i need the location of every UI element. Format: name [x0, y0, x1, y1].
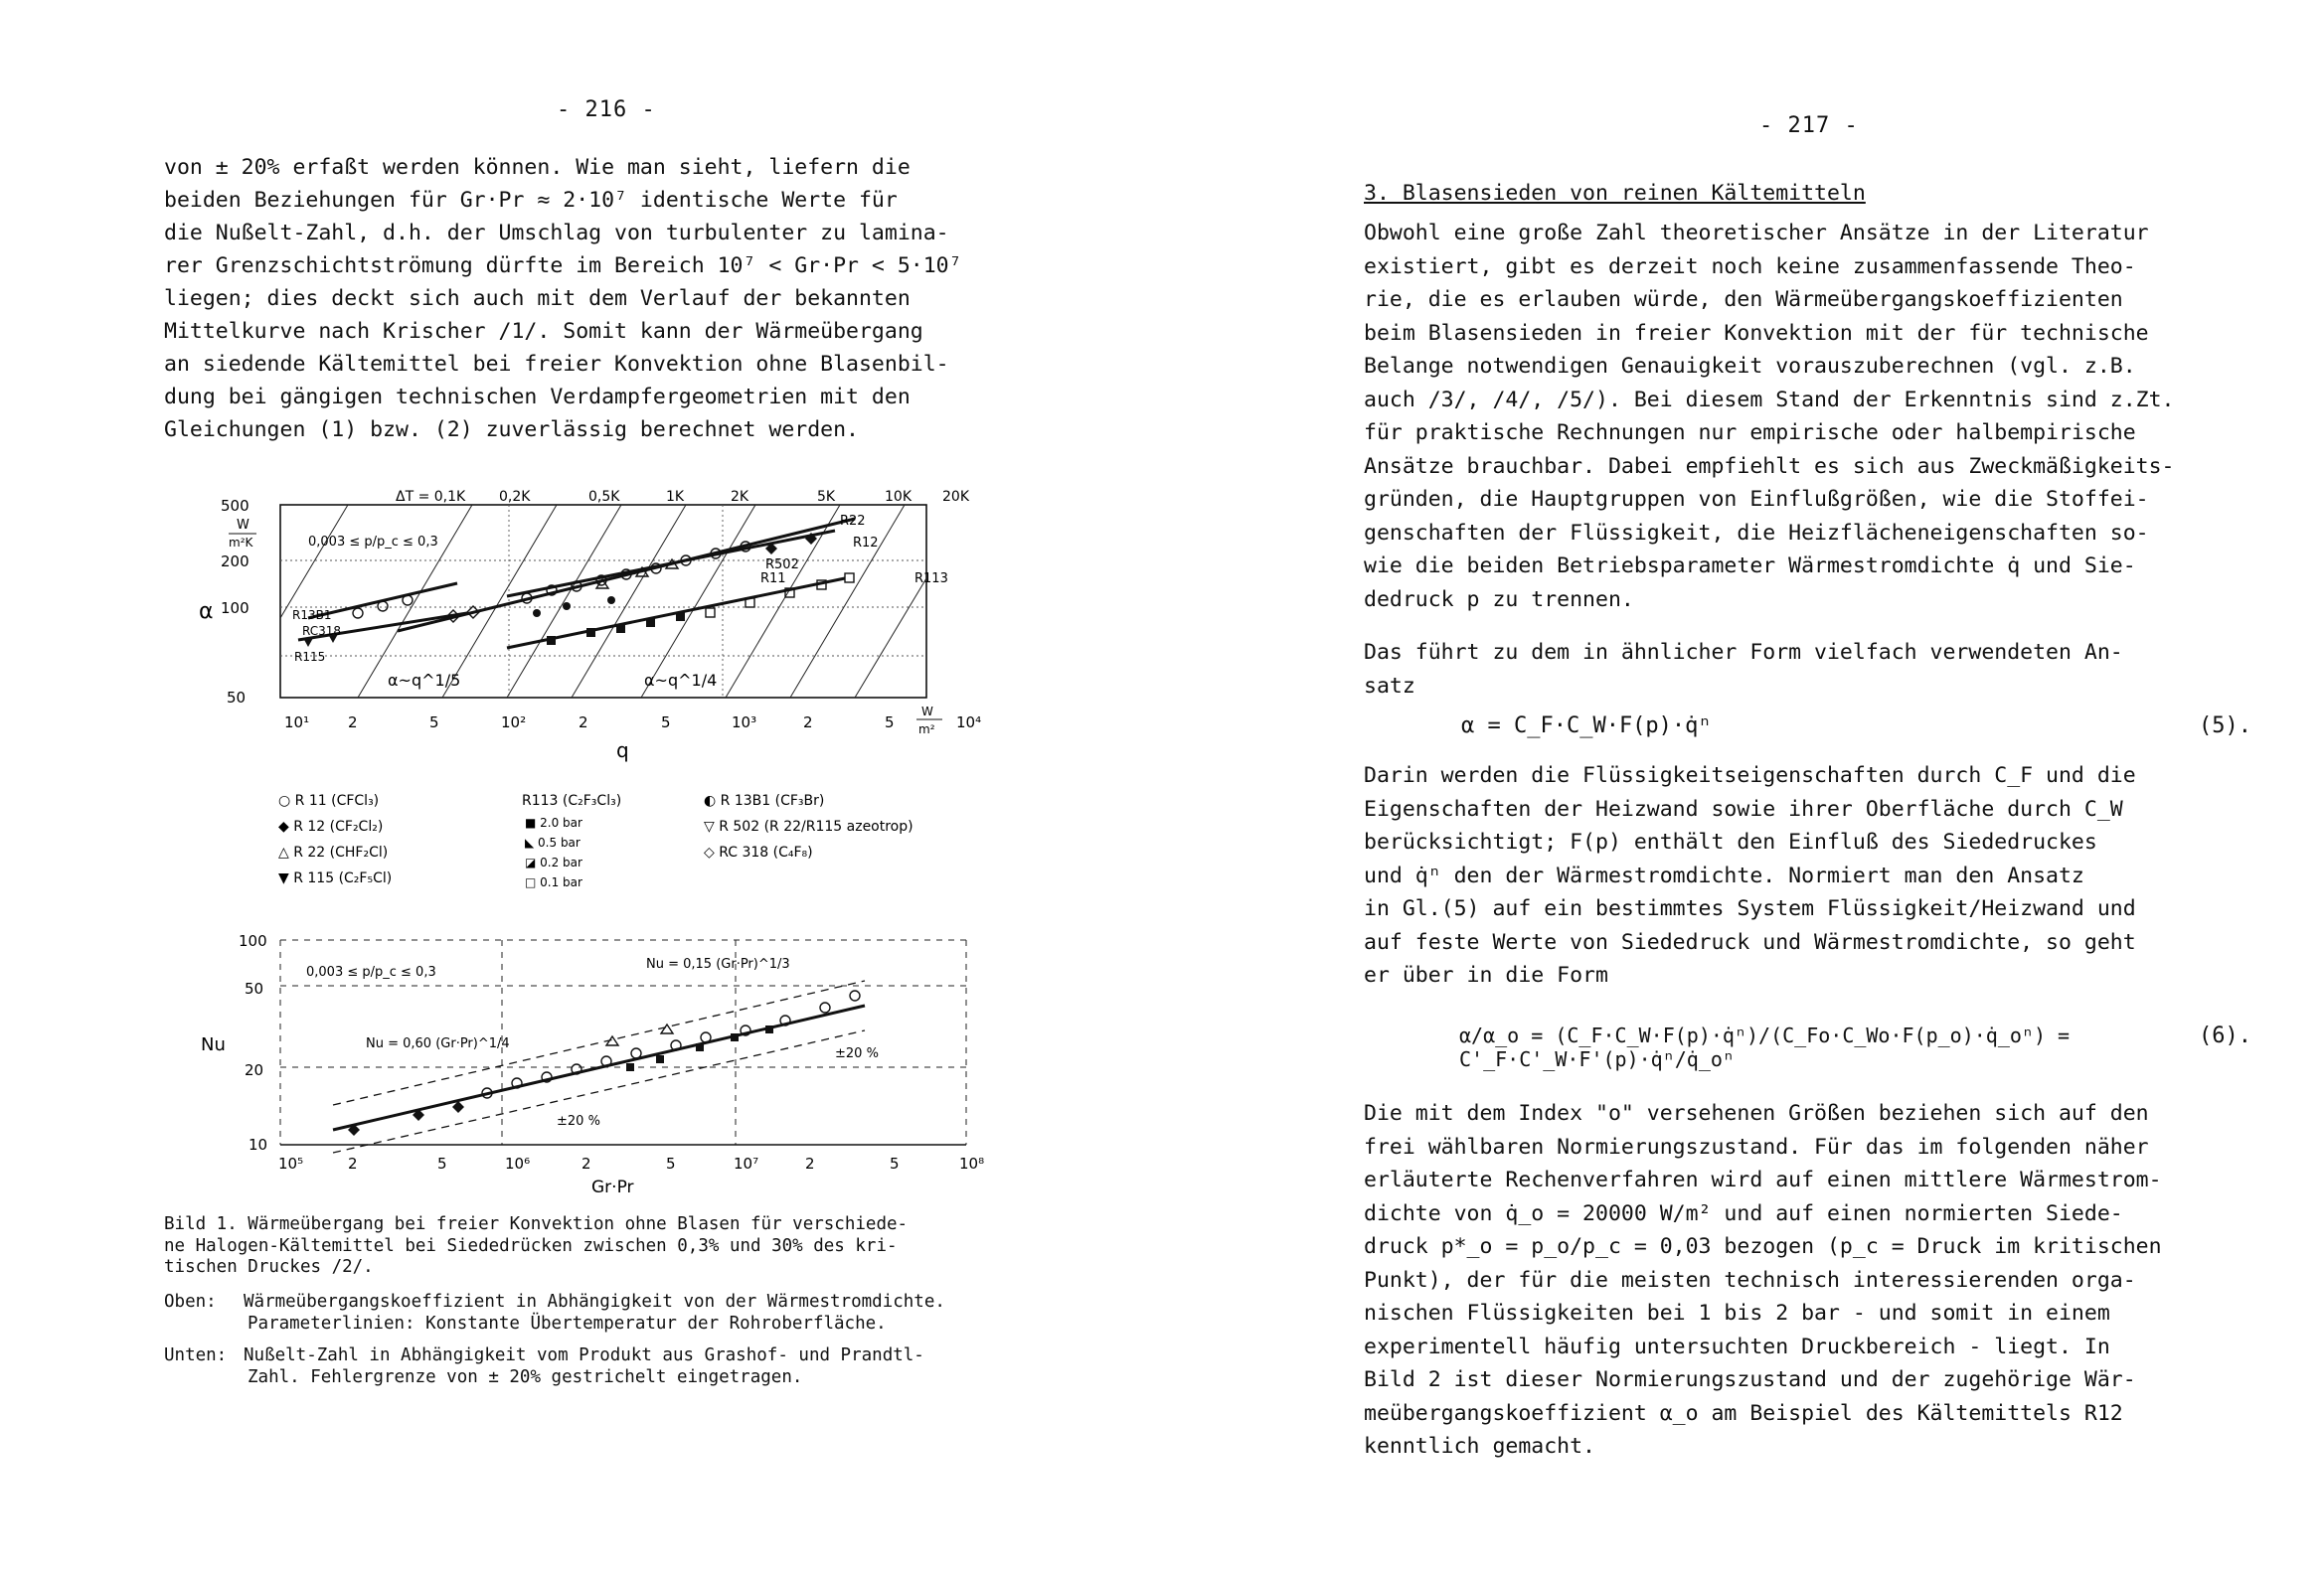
text-line: dung bei gängigen technischen Verdampfergeometrien mit den [164, 385, 911, 409]
text-line: Die mit dem Index "o" versehenen Größen beziehen sich auf den [1364, 1101, 2149, 1126]
heading-text: 3. Blasensieden von reinen Kältemitteln [1364, 181, 1866, 206]
y-tick: 500 [221, 497, 249, 515]
y-axis-label: α [199, 599, 214, 624]
x-tick: 10³ [732, 713, 757, 731]
text-line: und q̇ⁿ den der Wärmestromdichte. Normiert man den Ansatz [1364, 863, 2084, 888]
y-tick: 200 [221, 552, 249, 570]
x-tick: 10⁸ [959, 1155, 985, 1173]
equation-5-number: (5). [2199, 713, 2251, 738]
text-line: beim Blasensieden in freier Konvektion mit der für technische [1364, 320, 2149, 346]
text-line: Punkt), der für die meisten technisch interessierenden orga- [1364, 1267, 2136, 1293]
x-tick: 10⁶ [505, 1155, 531, 1173]
text-line: kenntlich gemacht. [1364, 1434, 1595, 1459]
caption-line: Wärmeübergangskoeffizient in Abhängigkeit von der Wärmestromdichte. [244, 1292, 945, 1312]
text-line: dichte von q̇_o = 20000 W/m² und auf einen normierten Siede- [1364, 1200, 2123, 1226]
caption-unten [164, 1345, 924, 1388]
curve-label: R11 [760, 571, 786, 586]
curve-label: R502 [765, 557, 799, 572]
x-tick: 2 [348, 713, 358, 731]
y-axis-label: Nu [201, 1034, 226, 1055]
figure-1 [199, 489, 1004, 1204]
text-line: frei wählbaren Normierungszustand. Für das im folgenden näher [1364, 1134, 2149, 1160]
text-line: Ansätze brauchbar. Dabei empfiehlt es sich aus Zweckmäßigkeits- [1364, 453, 2175, 479]
x-axis-label: Gr·Pr [591, 1178, 634, 1197]
x-tick: 5 [885, 713, 895, 731]
text-line: Eigenschaften der Heizwand sowie ihrer Oberfläche durch C_W [1364, 796, 2123, 822]
text-line: auf feste Werte von Siededruck und Wärmestromdichte, so geht [1364, 929, 2136, 955]
dt-label: ΔT = 0,1K [396, 489, 466, 505]
x-tick: 2 [803, 713, 813, 731]
x-axis-label: q [616, 738, 629, 762]
caption-line: Nußelt-Zahl in Abhängigkeit vom Produkt aus Grashof- und Prandtl- [244, 1345, 924, 1365]
x-tick: 5 [437, 1155, 447, 1173]
curve-label: R113 [914, 571, 948, 586]
slope-label: α~q^1/5 [388, 671, 461, 690]
legend-entry: ◇ RC 318 (C₄F₈) [704, 845, 813, 861]
x-tick: 10⁴ [956, 713, 982, 731]
text-line: an siedende Kältemittel bei freier Konvektion ohne Blasenbil- [164, 352, 949, 377]
slope-label: α~q^1/4 [644, 671, 718, 690]
dt-label: 5K [817, 489, 836, 505]
text-line: gründen, die Hauptgruppen von Einflußgrößen, wie die Stoffei- [1364, 487, 2149, 512]
curve-label: R12 [853, 536, 879, 551]
equation-5: α = C_F·C_W·F(p)·q̇ⁿ [1461, 713, 1712, 738]
paragraph-4 [1364, 1097, 2258, 1464]
text-line: genschaften der Flüssigkeit, die Heizflächeneigenschaften so- [1364, 520, 2149, 546]
caption-line: tischen Druckes /2/. [164, 1257, 374, 1277]
x-tick: 10¹ [284, 713, 310, 731]
dt-label: 0,5K [588, 489, 620, 505]
y-tick: 50 [227, 689, 247, 707]
x-tick: 2 [579, 713, 588, 731]
text-line: druck p*_o = p_o/p_c = 0,03 bezogen (p_c = Druck im kritischen [1364, 1234, 2162, 1259]
text-line: satz [1364, 673, 1415, 699]
x-unit-den: m² [918, 722, 935, 736]
range-note: 0,003 ≤ p/p_c ≤ 0,3 [306, 965, 436, 980]
x-tick: 5 [661, 713, 671, 731]
paragraph-2 [1364, 636, 2258, 703]
x-tick: 2 [581, 1155, 591, 1173]
text-line: wie die beiden Betriebsparameter Wärmestromdichte q̇ und Sie- [1364, 553, 2136, 578]
x-tick: 10² [501, 713, 527, 731]
legend-entry: ■ 2.0 bar [525, 816, 582, 830]
x-unit-num: W [921, 705, 933, 718]
legend-entry: ○ R 11 (CFCl₃) [278, 793, 380, 809]
error-band-label: ±20 % [835, 1046, 879, 1061]
page-number-left: - 216 - [557, 97, 656, 122]
caption-line: Parameterlinien: Konstante Übertemperatur der Rohroberfläche. [248, 1313, 887, 1334]
dt-label: 20K [942, 489, 969, 505]
top-chart [199, 489, 981, 762]
text-line: er über in die Form [1364, 963, 1608, 988]
x-tick: 10⁷ [734, 1155, 759, 1173]
text-line: für praktische Rechnungen nur empirische oder halbempirische [1364, 420, 2136, 445]
text-line: berücksichtigt; F(p) enthält den Einfluß des Siededruckes [1364, 830, 2097, 855]
legend-entry: ◣ 0.5 bar [525, 836, 581, 850]
text-line: dedruck p zu trennen. [1364, 586, 1634, 612]
text-line: beiden Beziehungen für Gr·Pr ≈ 2·10⁷ identische Werte für [164, 188, 898, 213]
equation-6-number: (6). [2199, 1024, 2251, 1048]
range-note: 0,003 ≤ p/p_c ≤ 0,3 [308, 535, 438, 550]
section-heading [1364, 177, 2258, 211]
text-line: die Nußelt-Zahl, d.h. der Umschlag von turbulenter zu lamina- [164, 221, 949, 245]
legend-entry: ▼ R 115 (C₂F₅Cl) [278, 870, 393, 886]
error-band-label: ±20 % [557, 1114, 600, 1129]
text-line: Gleichungen (1) bzw. (2) zuverlässig berechnet werden. [164, 417, 859, 442]
eq-laminar: Nu = 0,60 (Gr·Pr)^1/4 [366, 1036, 510, 1051]
text-line: erläuterte Rechenverfahren wird auf einen mittlere Wärmestrom- [1364, 1168, 2162, 1192]
text-line: Das führt zu dem in ähnlicher Form vielfach verwendeten An- [1364, 640, 2123, 665]
legend-entry: □ 0.1 bar [525, 875, 582, 889]
curve-label: R13B1 [292, 608, 332, 622]
caption-unten-label: Unten: [164, 1345, 228, 1365]
text-line: experimentell häufig untersuchten Druckbereich - liegt. In [1364, 1334, 2110, 1359]
legend-entry: ◪ 0.2 bar [525, 856, 582, 869]
y-unit-num: W [237, 518, 249, 533]
text-line: existiert, gibt es derzeit noch keine zusammenfassende Theo- [1364, 253, 2136, 279]
figure-caption [164, 1214, 908, 1279]
text-line: meübergangskoeffizient α_o am Beispiel des Kältemittels R12 [1364, 1400, 2123, 1426]
left-body-text [164, 151, 1039, 446]
text-line: Belange notwendigen Genauigkeit vorauszuberechnen (vgl. z.B. [1364, 354, 2136, 379]
text-line: in Gl.(5) auf ein bestimmtes System Flüssigkeit/Heizwand und [1364, 896, 2136, 921]
caption-line: ne Halogen-Kältemittel bei Siededrücken zwischen 0,3% und 30% des kri- [164, 1235, 898, 1256]
text-line: von ± 20% erfaßt werden können. Wie man sieht, liefern die [164, 155, 911, 180]
text-line: Mittelkurve nach Krischer /1/. Somit kann der Wärmeübergang [164, 319, 923, 344]
paragraph-3 [1364, 759, 2258, 993]
text-line: nischen Flüssigkeiten bei 1 bis 2 bar - und somit in einem [1364, 1301, 2110, 1326]
y-tick: 50 [245, 980, 264, 998]
caption-oben-label: Oben: [164, 1292, 217, 1312]
x-tick: 10⁵ [278, 1155, 304, 1173]
x-tick: 2 [805, 1155, 815, 1173]
legend-title: R113 (C₂F₃Cl₃) [522, 793, 622, 809]
curve-label: RC318 [302, 624, 342, 638]
dt-label: 0,2K [499, 489, 531, 505]
text-line: Darin werden die Flüssigkeitseigenschaften durch C_F und die [1364, 763, 2136, 788]
legend-entry: ◆ R 12 (CF₂Cl₂) [278, 819, 384, 835]
dt-label: 10K [885, 489, 912, 505]
legend-entry: △ R 22 (CHF₂Cl) [278, 845, 389, 861]
y-tick: 20 [245, 1061, 264, 1079]
x-tick: 5 [429, 713, 439, 731]
y-tick: 100 [221, 599, 249, 617]
text-line: rie, die es erlauben würde, den Wärmeübergangskoeffizienten [1364, 287, 2123, 312]
legend-entry: ◐ R 13B1 (CF₃Br) [704, 793, 825, 809]
x-tick: 2 [348, 1155, 358, 1173]
legend-entry: ▽ R 502 (R 22/R115 azeotrop) [704, 819, 913, 835]
text-line: Bild 2 ist dieser Normierungszustand und der zugehörige Wär- [1364, 1367, 2136, 1392]
x-tick: 5 [890, 1155, 900, 1173]
text-line: rer Grenzschichtströmung dürfte im Bereich 10⁷ < Gr·Pr < 5·10⁷ [164, 253, 962, 278]
x-tick: 5 [666, 1155, 676, 1173]
curve-label: R22 [840, 514, 866, 529]
paragraph-1 [1364, 217, 2258, 616]
dt-label: 2K [731, 489, 749, 505]
y-tick: 100 [239, 932, 267, 950]
y-tick: 10 [249, 1136, 268, 1154]
y-unit-den: m²K [229, 536, 253, 550]
legend [278, 793, 913, 889]
curve-label: R115 [294, 650, 326, 664]
caption-line: Zahl. Fehlergrenze von ± 20% gestrichelt eingetragen. [248, 1366, 803, 1387]
eq-turbulent: Nu = 0,15 (Gr·Pr)^1/3 [646, 957, 790, 972]
equation-6: α/α_o = (C_F·C_W·F(p)·q̇ⁿ)/(C_Fo·C_Wo·F(p_o)·q̇_oⁿ) = C'_F·C'_W·F'(p)·q̇ⁿ/q̇_oⁿ [1459, 1024, 2071, 1071]
caption-oben [164, 1292, 945, 1335]
text-line: Obwohl eine große Zahl theoretischer Ansätze in der Literatur [1364, 221, 2149, 245]
text-line: auch /3/, /4/, /5/). Bei diesem Stand der Erkenntnis sind z.Zt. [1364, 387, 2175, 412]
text-line: liegen; dies deckt sich auch mit dem Verlauf der bekannten [164, 286, 911, 311]
caption-line: Bild 1. Wärmeübergang bei freier Konvektion ohne Blasen für verschiede- [164, 1214, 909, 1234]
bottom-chart [201, 932, 984, 1197]
page-number-right: - 217 - [1759, 113, 1859, 138]
dt-label: 1K [666, 489, 685, 505]
